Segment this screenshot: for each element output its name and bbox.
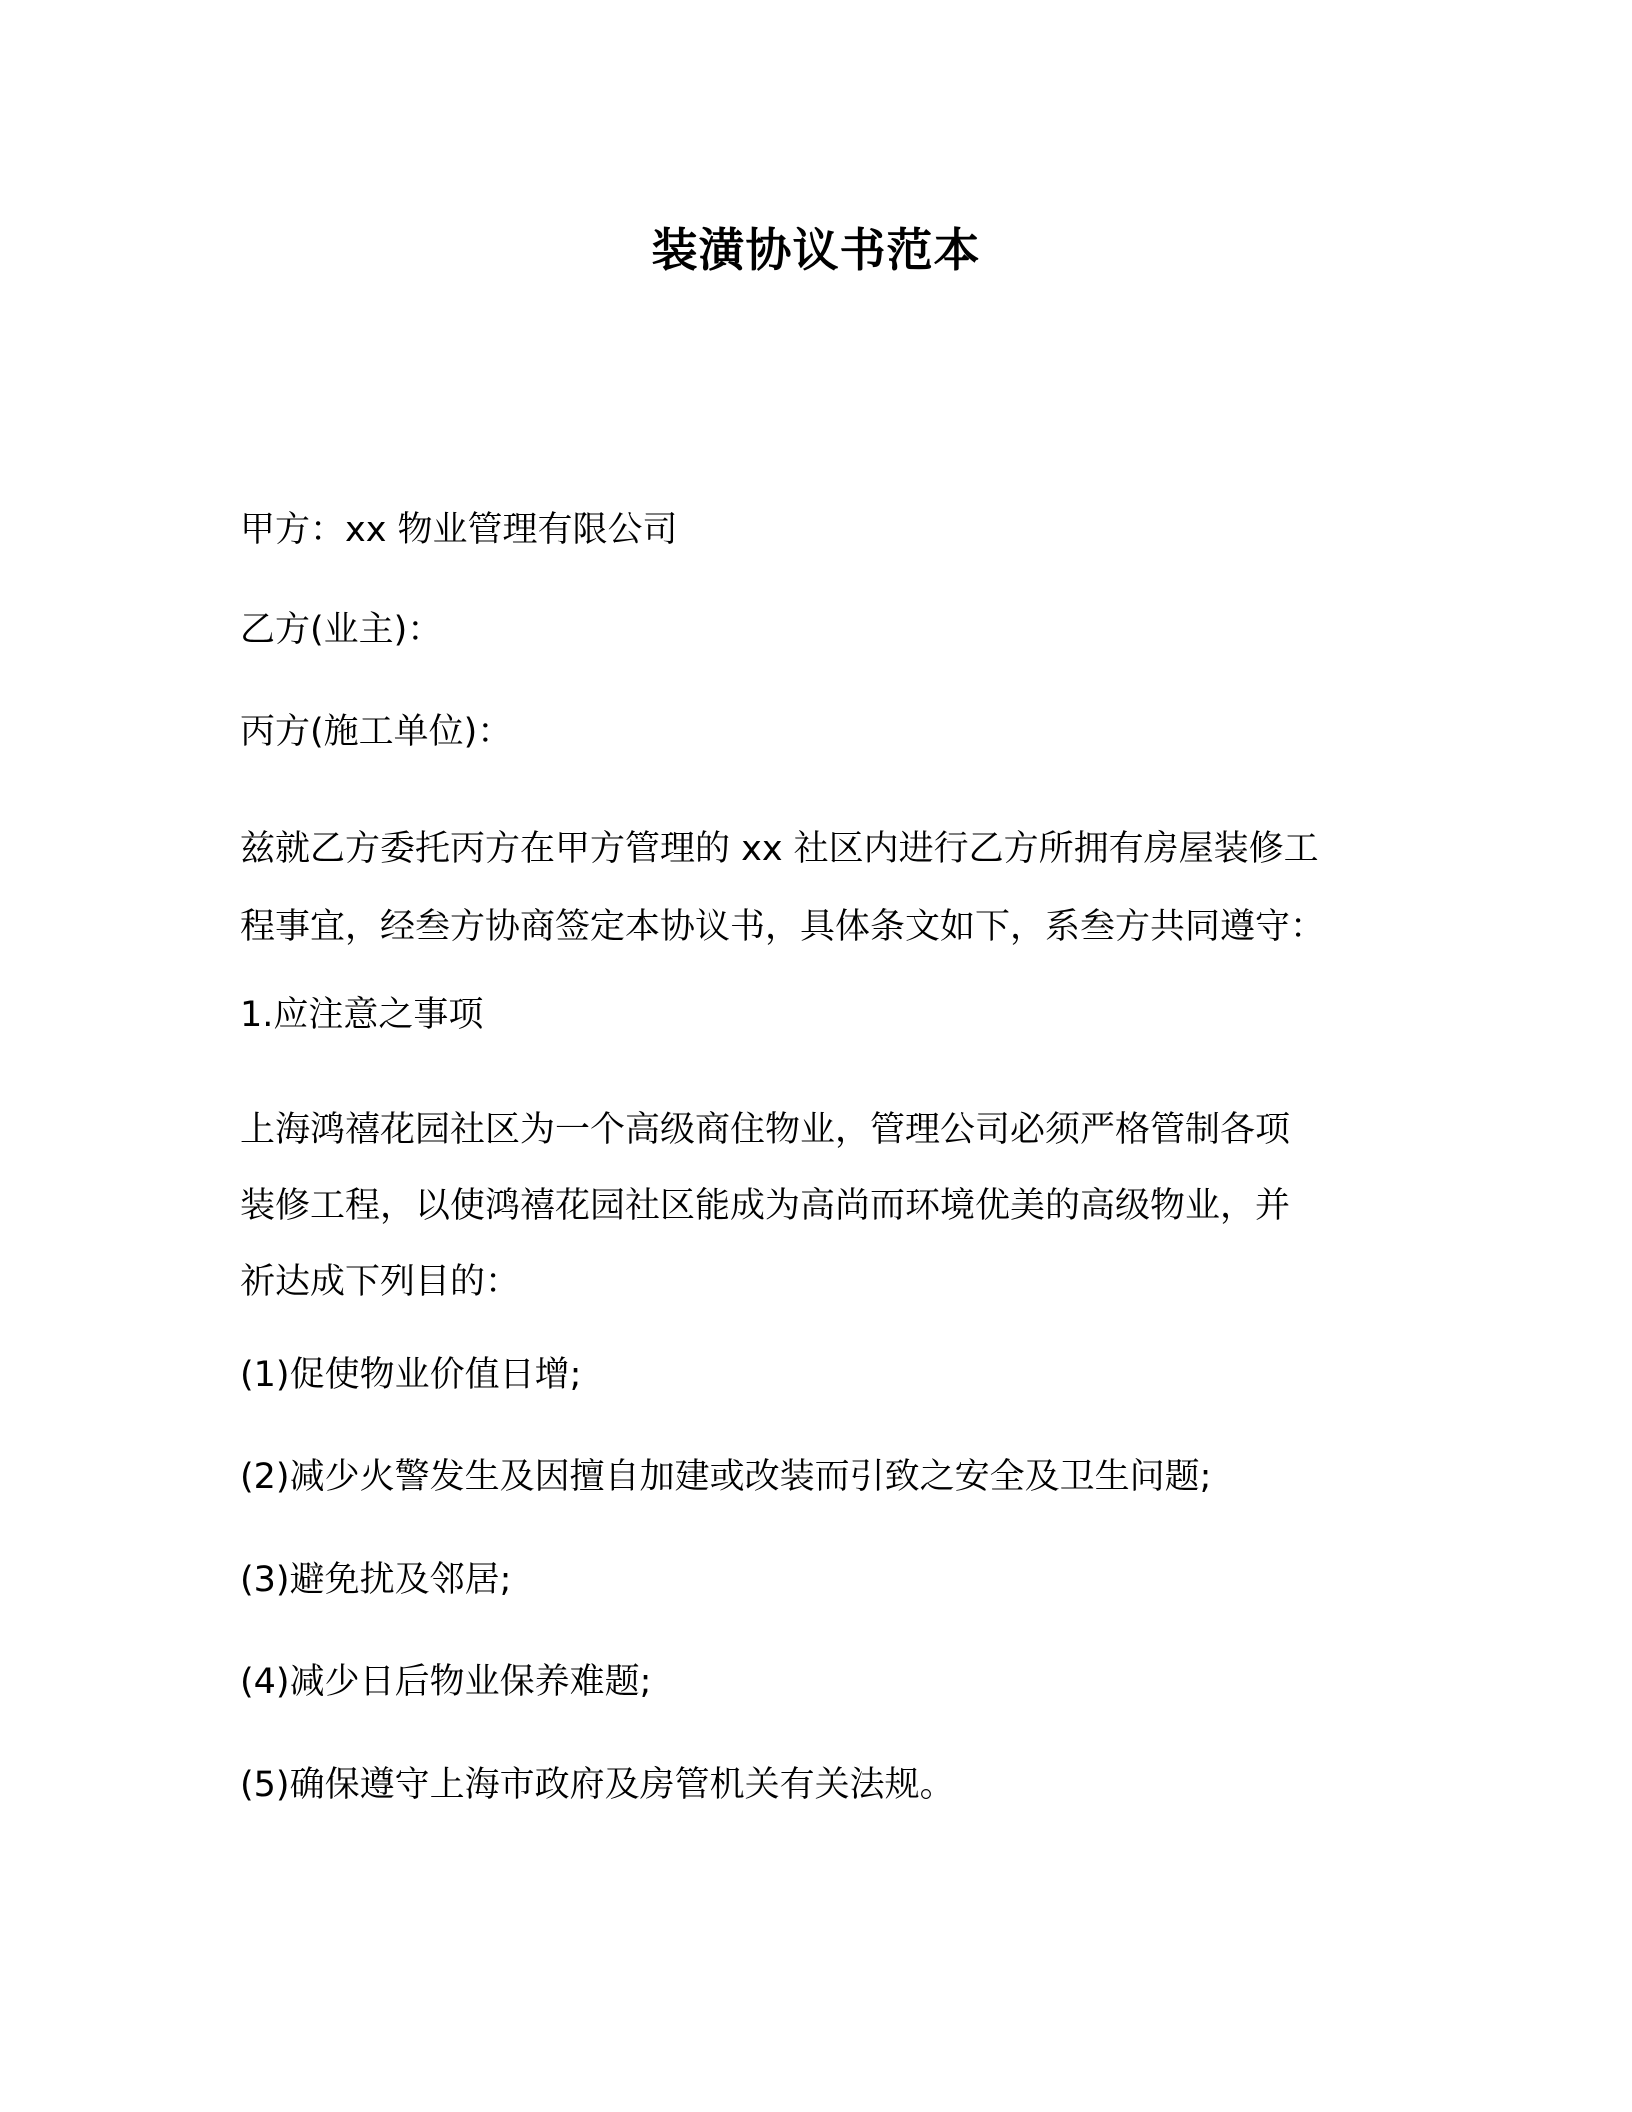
list-item: (3)避免扰及邻居; (240, 1560, 512, 1600)
intro-paragraph (240, 810, 1410, 966)
intro-line: 兹就乙方委托丙方在甲方管理的 xx 社区内进行乙方所拥有房屋装修工 (240, 829, 1319, 869)
document-title: 装潢协议书范本 (651, 223, 981, 277)
section-1-line: 祈达成下列目的： (240, 1262, 521, 1302)
section-1-paragraph (240, 1092, 1410, 1320)
party-b-line: 乙方(业主)： (240, 610, 443, 650)
party-a-line: 甲方：xx 物业管理有限公司 (240, 510, 678, 550)
list-item: (4)减少日后物业保养难题; (240, 1662, 652, 1702)
section-1-heading: 1.应注意之事项 (240, 995, 484, 1035)
intro-line: 程事宜，经叁方协商签定本协议书，具体条文如下，系叁方共同遵守： (240, 907, 1326, 947)
party-c-line: 丙方(施工单位)： (240, 712, 513, 752)
list-item: (1)促使物业价值日增; (240, 1355, 582, 1395)
section-1-line: 上海鸿禧花园社区为一个高级商住物业，管理公司必须严格管制各项 (240, 1110, 1291, 1150)
list-item: (2)减少火警发生及因擅自加建或改装而引致之安全及卫生问题; (240, 1457, 1212, 1497)
section-1-line: 装修工程，以使鸿禧花园社区能成为高尚而环境优美的高级物业，并 (240, 1186, 1291, 1226)
list-item: (5)确保遵守上海市政府及房管机关有关法规。 (240, 1765, 955, 1805)
